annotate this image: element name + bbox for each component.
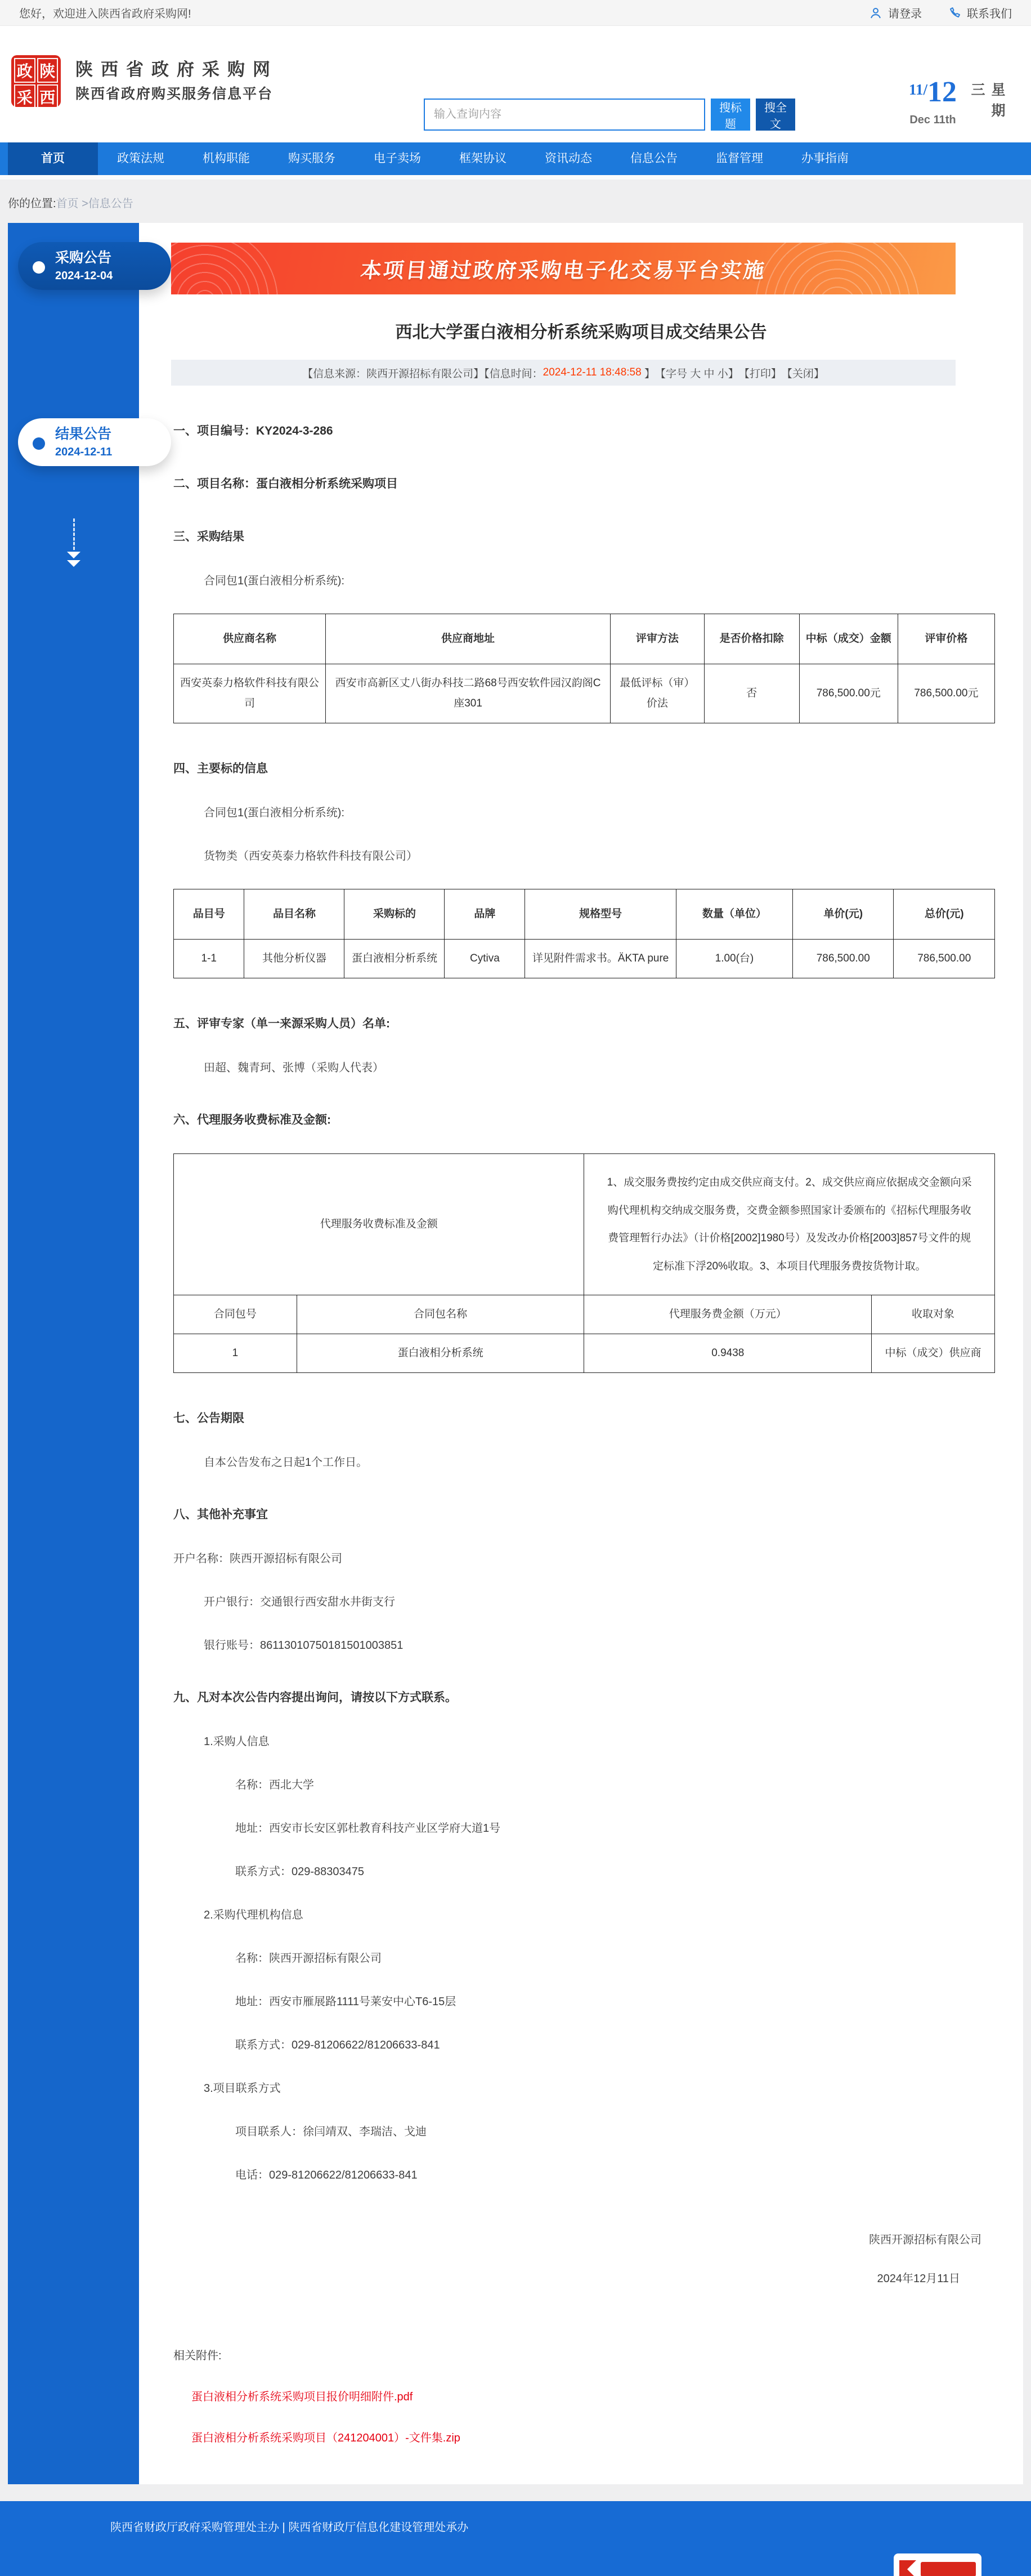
table-header-row: 品目号 品目名称 采购标的 品牌 规格型号 数量（单位） 单价(元) 总价(元)	[174, 889, 995, 940]
date-day: 12	[927, 76, 957, 108]
article-body	[139, 422, 1023, 2445]
attachments-section	[173, 2346, 995, 2445]
main-area	[8, 223, 1023, 2484]
site-title: 陕西省政府采购网	[75, 60, 278, 79]
sidebar-item-procurement-notice[interactable]: 采购公告 2024-12-04	[18, 242, 171, 290]
fee-standard-description: 1、成交服务费按约定由成交供应商支付。2、成交供应商应依据成交金额向采购代理机构交纳成交服务费，交费金额参照国家计委颁布的《招标代理服务收费管理暂行办法》（计价格[2002]1980号）及发改办价格[2003]857号文件的规定标准下浮20%收取。3、本项目代理服务费按货物计取。	[584, 1154, 995, 1295]
phone-icon	[948, 6, 961, 20]
content-panel	[139, 223, 1023, 2484]
supplier-result-table	[173, 614, 995, 723]
welcome-text: 您好，欢迎进入陕西省政府采购网!	[19, 8, 191, 20]
login-link[interactable]: 请登录	[869, 5, 922, 21]
topbar	[0, 0, 1031, 26]
badge-bar-icon	[921, 2562, 976, 2576]
article-meta-bar: 【信息来源：陕西开源招标有限公司】【信息时间： 2024-12-11 18:48:58 】 【字号 大 中 小】 【打印】 【关闭】	[171, 360, 956, 386]
site-titles	[75, 61, 278, 101]
search-bar	[424, 99, 795, 131]
contract-package-line: 合同包1(蛋白液相分析系统):	[204, 575, 344, 587]
meta-source: 【信息来源：陕西开源招标有限公司】【信息时间：	[302, 368, 543, 380]
section-1-project-number: 一、项目编号：KY2024-3-286	[173, 424, 333, 437]
banner-text: 本项目通过政府采购电子化交易平台实施	[359, 259, 767, 282]
breadcrumb	[0, 180, 1031, 223]
page-title: 西北大学蛋白液相分析系统采购项目成交结果公告	[395, 323, 767, 342]
bank-line: 开户银行：交通银行西安甜水井街支行	[204, 1596, 395, 1609]
breadcrumb-path[interactable]: 首页 >信息公告	[56, 198, 133, 210]
gov-badge-icon[interactable]	[894, 2553, 981, 2576]
section-9-contact: 九、凡对本次公告内容提出询问，请按以下方式联系。	[173, 1691, 457, 1705]
topbar-links	[869, 5, 1012, 21]
agency-phone: 联系方式：029-81206622/81206633-841	[235, 2039, 440, 2052]
e-trading-banner	[171, 243, 956, 294]
nav-item-framework[interactable]: 框架协议	[459, 152, 506, 165]
nav-item-news[interactable]: 资讯动态	[545, 152, 592, 165]
print-button[interactable]: 【打印】	[738, 368, 782, 380]
bullet-dot-icon	[33, 261, 45, 274]
contract-package-line: 合同包1(蛋白液相分析系统):	[204, 807, 344, 820]
badge-flag-icon	[899, 2560, 916, 2576]
signature-block	[173, 2230, 995, 2286]
notice-period-text: 自本公告发布之日起1个工作日。	[204, 1456, 368, 1469]
main-nav	[0, 142, 1031, 175]
logo-seal-icon: 政 陕 采 西	[11, 55, 61, 107]
fee-standard-row	[174, 1154, 995, 1295]
purchaser-phone: 联系方式：029-88303475	[235, 1866, 365, 1879]
attachment-link-pdf[interactable]: 蛋白液相分析系统采购项目报价明细附件.pdf	[191, 2391, 413, 2404]
weekday-label: 星期三	[969, 82, 1005, 124]
section-5-experts: 五、评审专家（单一来源采购人员）名单:	[173, 1017, 390, 1031]
search-input[interactable]	[424, 99, 705, 131]
purchaser-address: 地址：西安市长安区郭杜教育科技产业区学府大道1号	[235, 1822, 501, 1835]
table-row: 1 蛋白液相分析系统 0.9438 中标（成交）供应商	[174, 1334, 995, 1373]
date-widget	[909, 78, 957, 127]
contact-us-link[interactable]: 联系我们	[948, 5, 1012, 21]
flow-arrow-icon	[64, 518, 84, 567]
site-header	[0, 26, 1031, 142]
breadcrumb-prefix: 你的位置:	[8, 198, 56, 210]
footer-credit-text: 陕西省财政厅政府采购管理处主办 | 陕西省财政厅信息化建设管理处承办	[110, 2521, 469, 2534]
font-size-controls[interactable]: 【字号 大 中 小】	[655, 368, 739, 380]
section-7-notice-period: 七、公告期限	[173, 1412, 244, 1425]
project-contact-heading: 3.项目联系方式	[204, 2082, 281, 2095]
table-row: 1-1 其他分析仪器 蛋白液相分析系统 Cytiva 详见附件需求书。ÄKTA pure 1.00(台) 786,500.00 786,500.00	[174, 940, 995, 978]
section-6-agency-fee: 六、代理服务收费标准及金额:	[173, 1113, 331, 1127]
experts-names: 田超、魏青珂、张博（采购人代表）	[204, 1062, 384, 1075]
search-fulltext-button[interactable]: 搜全文	[756, 99, 795, 131]
attachment-link-zip[interactable]: 蛋白液相分析系统采购项目（241204001）-文件集.zip	[191, 2432, 460, 2445]
account-name-line: 开户名称：陕西开源招标有限公司	[173, 1553, 342, 1566]
user-icon	[869, 6, 882, 20]
nav-item-purchase-service[interactable]: 购买服务	[288, 152, 335, 165]
bullet-dot-icon	[33, 437, 45, 450]
signature-date: 2024年12月11日	[877, 2273, 960, 2286]
nav-item-functions[interactable]: 机构职能	[203, 152, 250, 165]
project-contact-phone: 电话：029-81206622/81206633-841	[235, 2169, 418, 2182]
purchaser-name: 名称：西北大学	[235, 1779, 314, 1792]
date-english: Dec 11th	[909, 114, 956, 126]
sidebar	[8, 223, 139, 2484]
items-table	[173, 889, 995, 978]
goods-category-line: 货物类（西安英泰力格软件科技有限公司）	[204, 850, 418, 863]
nav-item-supervision[interactable]: 监督管理	[716, 152, 763, 165]
search-title-button[interactable]: 搜标题	[711, 99, 750, 131]
nav-item-e-market[interactable]: 电子卖场	[374, 152, 421, 165]
section-3-result: 三、采购结果	[173, 530, 244, 543]
nav-item-announcements[interactable]: 信息公告	[630, 152, 678, 165]
nav-item-guide[interactable]: 办事指南	[801, 152, 849, 165]
attachments-label: 相关附件:	[173, 2350, 222, 2363]
site-logo	[11, 55, 278, 107]
section-2-project-name: 二、项目名称：蛋白液相分析系统采购项目	[173, 477, 398, 490]
account-number-line: 银行账号：86113010750181501003851	[204, 1639, 404, 1652]
nav-item-policies[interactable]: 政策法规	[117, 152, 164, 165]
agency-fee-table	[173, 1153, 995, 1373]
page-footer	[0, 2501, 1031, 2576]
agency-name: 名称：陕西开源招标有限公司	[235, 1952, 382, 1965]
nav-item-home[interactable]: 首页	[8, 142, 98, 175]
section-8-supplementary: 八、其他补充事宜	[173, 1508, 268, 1522]
agency-info-heading: 2.采购代理机构信息	[204, 1909, 303, 1922]
sidebar-item-result-notice[interactable]: 结果公告 2024-12-11	[18, 418, 171, 466]
section-4-main-subject: 四、主要标的信息	[173, 762, 268, 776]
table-header-row: 供应商名称 供应商地址 评审方法 是否价格扣除 中标（成交）金额 评审价格	[174, 614, 995, 664]
signature-org: 陕西开源招标有限公司	[869, 2234, 981, 2247]
project-contact-names: 项目联系人：徐闫靖双、李瑞洁、戈迪	[235, 2126, 427, 2139]
table-header-row: 合同包号 合同包名称 代理服务费金额（万元） 收取对象	[174, 1295, 995, 1334]
purchaser-info-heading: 1.采购人信息	[204, 1736, 270, 1748]
agency-address: 地址：西安市雁展路1111号莱安中心T6-15层	[235, 1996, 456, 2009]
site-subtitle: 陕西省政府购买服务信息平台	[75, 86, 274, 102]
meta-timestamp: 2024-12-11 18:48:58	[543, 366, 642, 378]
nav-underline	[0, 175, 1031, 180]
fee-standard-label: 代理服务收费标准及金额	[174, 1154, 584, 1295]
date-month: 11/	[908, 81, 927, 98]
close-button[interactable]: 【关闭】	[781, 368, 824, 380]
table-row: 西安英泰力格软件科技有限公司 西安市高新区丈八街办科技二路68号西安软件园汉韵阁C座301 最低评标（审）价法 否 786,500.00元 786,500.00元	[174, 664, 995, 723]
